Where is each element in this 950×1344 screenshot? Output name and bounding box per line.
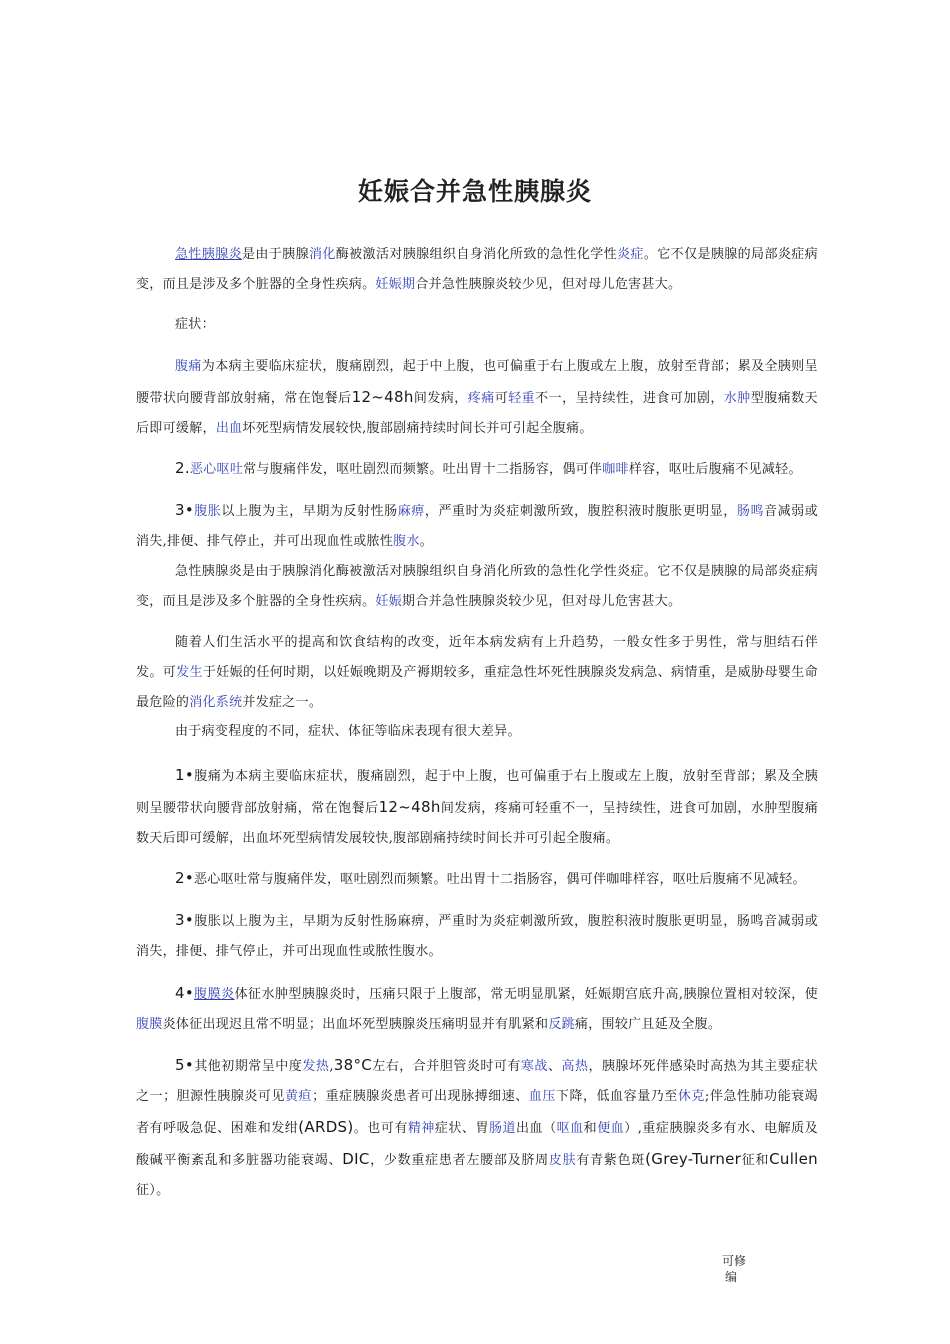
link-mental[interactable]: 精神 [407, 1121, 435, 1136]
incidence-paragraph: 随着人们生活水平的提高和饮食结构的改变，近年本病发病有上升趋势，一般女性多于男性，常与胆结石伴发。可发生于妊娠的任何时期，以妊娠晚期及产褥期较多，重症急性坏死性胰腺炎发病急、病情重，是威胁母婴生命最危险的消化系统并发症之一。 [136, 635, 818, 710]
intro-paragraph-repeat: 急性胰腺炎是由于胰腺消化酶被激活对胰腺组织自身消化所致的急性化学性炎症。它不仅是胰腺的局部炎症病变，而且是涉及多个脏器的全身性疾病。妊娠期合并急性胰腺炎较少见，但对母儿危害甚大。 [136, 564, 818, 609]
link-bloating[interactable]: 腹胀 [194, 504, 222, 519]
link-severity[interactable]: 轻重 [508, 391, 536, 406]
link-pain[interactable]: 疼痛 [467, 391, 495, 406]
link-occurrence[interactable]: 发生 [176, 665, 203, 680]
link-blood-pressure[interactable]: 血压 [528, 1089, 556, 1104]
link-paralysis[interactable]: 麻痹 [397, 504, 425, 519]
link-bowel-sounds[interactable]: 肠鸣 [736, 504, 765, 519]
page-title: 妊娠合并急性胰腺炎 [357, 177, 592, 206]
link-inflammation[interactable]: 炎症 [617, 247, 644, 262]
link-pregnancy-period[interactable]: 妊娠期 [375, 277, 416, 292]
link-peritonitis[interactable]: 腹膜炎 [194, 987, 235, 1002]
link-hematemesis[interactable]: 呕血 [556, 1121, 584, 1136]
link-shock[interactable]: 休克 [677, 1089, 705, 1104]
footer-line-2: 编 [725, 1270, 738, 1284]
link-digestion[interactable]: 消化 [308, 247, 336, 262]
item-1-abdominal-pain: 1•腹痛为本病主要临床症状，腹痛剧烈，起于中上腹，也可偏重于右上腹或左上腹，放射至背部；累及全胰则呈腰带状向腰背部放射痛，常在饱餐后12~48h间发病，疼痛可轻重不一，呈持续性，进食可加剧，水肿型腹痛数天后即可缓解，出血坏死型病情发展较快,腹部剧痛持续时间长并可引起全腹痛。 [136, 766, 819, 846]
symptom-bloating: 3•腹胀以上腹为主，早期为反射性肠麻痹，严重时为炎症刺激所致，腹腔积液时腹胀更明显，肠鸣音减弱或消失,排便、排气停止，并可出现血性或脓性腹水。 [136, 501, 819, 549]
link-peritoneum[interactable]: 腹膜 [136, 1017, 163, 1032]
link-high-fever[interactable]: 高热 [561, 1059, 589, 1074]
link-chills[interactable]: 寒战 [520, 1059, 548, 1074]
link-intestinal-tract[interactable]: 肠道 [488, 1121, 517, 1136]
symptom-abdominal-pain: 腹痛为本病主要临床症状，腹痛剧烈，起于中上腹，也可偏重于右上腹或左上腹，放射至背部；累及全胰则呈腰带状向腰背部放射痛，常在饱餐后12~48h间发病，疼痛可轻重不一，呈持续性，进食可加剧，水肿型腹痛数天后即可缓解，出血坏死型病情发展较快,腹部剧痛持续时间长并可引起全腹痛。 [136, 359, 818, 436]
footer-note [722, 1253, 762, 1285]
intro-paragraph: 急性胰腺炎是由于胰腺消化酶被激活对胰腺组织自身消化所致的急性化学性炎症。它不仅是胰腺的局部炎症病变，而且是涉及多个脏器的全身性疾病。妊娠期合并急性胰腺炎较少见，但对母儿危害甚大。 [136, 247, 818, 292]
link-ascites[interactable]: 腹水 [393, 534, 420, 549]
link-jaundice[interactable]: 黄疸 [285, 1089, 313, 1104]
link-digestive-system[interactable]: 消化系统 [189, 695, 243, 710]
item-3-bloating: 3•腹胀以上腹为主，早期为反射性肠麻痹，严重时为炎症刺激所致，腹腔积液时腹胀更明显，肠鸣音减弱或消失，排便、排气停止，并可出现血性或脓性腹水。 [136, 911, 818, 959]
item-5-other: 5•其他初期常呈中度发热,38°C左右，合并胆管炎时可有寒战、高热，胰腺坏死伴感染时高热为其主要症状之一；胆源性胰腺炎可见黄疸；重症胰腺炎患者可出现脉搏细速、血压下降，低血容量乃至休克;伴急性肺功能衰竭者有呼吸急促、困难和发绀(ARDS)。也可有精神症状、胃肠道出血（呕血和便血）,重症胰腺炎多有水、电解质及酸碱平衡紊乱和多脏器功能衰竭、DIC，少数重症患者左腰部及脐周皮肤有青紫色斑(Grey-Turner征和Cullen征）。 [136, 1056, 818, 1198]
symptoms-heading: 症状： [175, 317, 215, 332]
footer-line-1: 可修 [722, 1254, 747, 1268]
link-nausea-vomiting[interactable]: 恶心呕吐 [189, 462, 244, 477]
link-edema[interactable]: 水肿 [723, 391, 751, 406]
link-acute-pancreatitis[interactable]: 急性胰腺炎 [175, 247, 242, 262]
link-fever[interactable]: 发热 [302, 1059, 330, 1074]
link-bleeding[interactable]: 出血 [215, 421, 243, 436]
item-2-nausea: 2•恶心呕吐常与腹痛伴发，呕吐剧烈而频繁。吐出胃十二指肠容，偶可伴咖啡样容，呕吐后腹痛不见减轻。 [175, 869, 806, 887]
variation-paragraph: 由于病变程度的不同，症状、体征等临床表现有很大差异。 [175, 724, 521, 739]
link-hematochezia[interactable]: 便血 [597, 1121, 625, 1136]
link-abdominal-pain[interactable]: 腹痛 [175, 359, 202, 374]
item-4-peritonitis: 4•腹膜炎体征水肿型胰腺炎时，压痛只限于上腹部，常无明显肌紧，妊娠期宫底升高,胰腺位置相对较深，使腹膜炎体征出现迟且常不明显；出血坏死型胰腺炎压痛明显并有肌紧和反跳痛，围较广且延及全腹。 [136, 984, 818, 1032]
symptom-nausea: 2.恶心呕吐常与腹痛伴发，呕吐剧烈而频繁。吐出胃十二指肠容，偶可伴咖啡样容，呕吐后腹痛不见减轻。 [175, 459, 802, 477]
link-coffee[interactable]: 咖啡 [602, 462, 629, 477]
link-pregnancy[interactable]: 妊娠 [375, 594, 403, 609]
link-skin[interactable]: 皮肤 [548, 1153, 577, 1168]
link-rebound[interactable]: 反跳 [548, 1017, 575, 1032]
